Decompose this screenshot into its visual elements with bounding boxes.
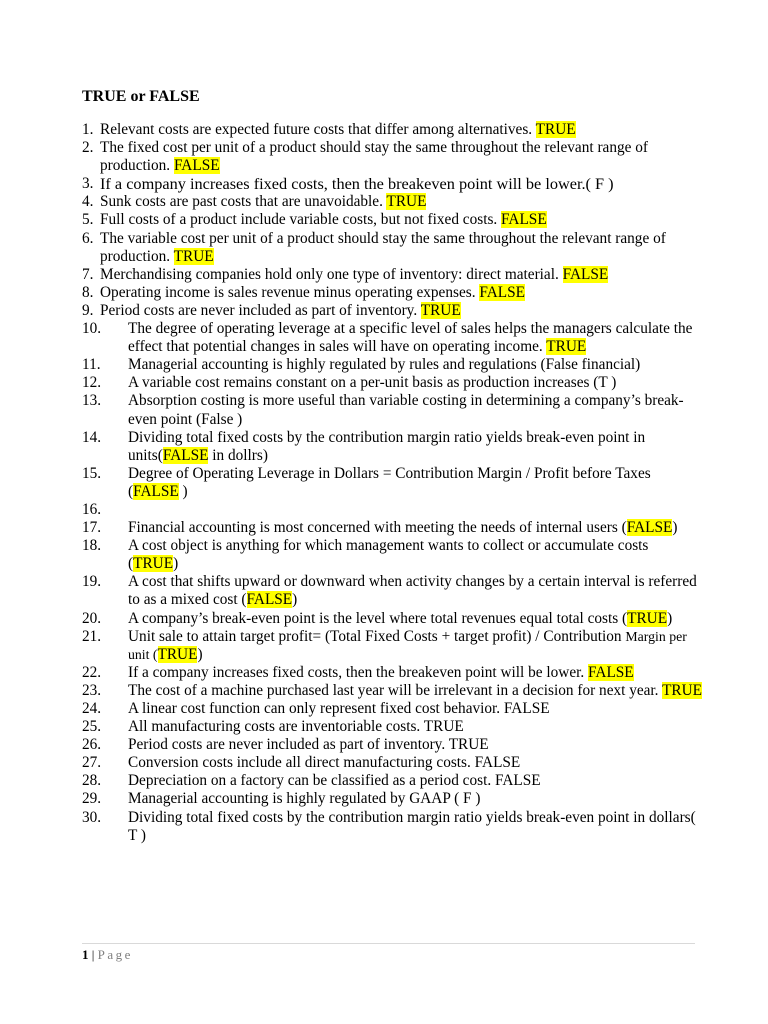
statement-text: Full costs of a product include variable costs, but not fixed costs. [100,211,502,229]
statement-text: Dividing total fixed costs by the contribution margin ratio yields break-even point in units( [128,428,646,464]
item-text [128,754,702,772]
item-text [128,809,702,845]
item-text [128,320,702,356]
list-item [82,682,702,700]
list-item [82,356,702,374]
item-number: 10. [82,320,102,338]
list-item [82,610,702,628]
statement-text: Period costs are never included as part of inventory. TRUE [128,736,489,754]
highlighted-answer: FALSE [246,591,293,609]
item-text [128,790,702,808]
highlighted-answer: TRUE [157,645,198,663]
highlighted-answer: TRUE [627,609,668,627]
statement-text: A cost object is anything for which management wants to collect or accumulate costs ( [128,537,649,573]
list-item [82,501,702,519]
item-text [128,374,702,392]
list-item [82,193,702,211]
item-text [128,519,702,537]
statement-text: A company’s break-even point is the level where total revenues equal total costs ( [128,609,628,627]
statement-text: A cost that shifts upward or downward when activity changes by a certain interval is referred to as a mixed cost ( [128,573,697,609]
footer-divider [82,943,695,944]
statement-text: Absorption costing is more useful than variable costing in determining a company’s break-even point (False ) [128,392,684,428]
item-text [100,121,702,139]
page-number: 1 [82,947,89,962]
item-number: 18. [82,537,102,555]
list-item [82,754,702,772]
item-text [128,501,702,519]
list-item [82,664,702,682]
statement-text: Relevant costs are expected future costs that differ among alternatives. [100,121,536,138]
statement-tail: ) [292,591,298,609]
statement-text: Depreciation on a factory can be classified as a period cost. FALSE [128,772,541,790]
list-item [82,809,702,845]
item-text [128,537,702,573]
list-item [82,573,702,609]
list-item [82,139,702,175]
item-text [100,230,702,266]
statement-text: Unit sale to attain target profit= (Total Fixed Costs + target profit) / Contribution [128,627,626,645]
question-list [82,121,702,845]
highlighted-answer: FALSE [479,283,525,301]
item-text [128,573,702,609]
statement-text: Managerial accounting is highly regulated by GAAP ( F ) [128,790,481,808]
item-number: 1. [82,121,94,138]
list-item [82,121,702,139]
item-text [128,664,702,682]
item-text [128,465,702,501]
item-text [128,429,702,465]
item-number: 23. [82,681,102,699]
item-text [100,266,702,284]
item-text [128,356,702,374]
list-item [82,429,702,465]
item-number: 9. [82,301,94,319]
item-number: 2. [82,139,94,157]
page-word: Page [97,947,133,962]
item-text [128,772,702,790]
item-number: 11. [82,356,101,374]
item-text [128,610,702,628]
list-item [82,374,702,392]
list-item [82,718,702,736]
item-number: 25. [82,718,102,736]
list-item [82,284,702,302]
highlighted-answer: TRUE [662,681,703,699]
item-text [100,139,702,175]
statement-tail: ) [672,519,678,537]
item-number: 21. [82,627,102,645]
statement-text: All manufacturing costs are inventoriable costs. TRUE [128,718,464,736]
statement-text: If a company increases fixed costs, then the breakeven point will be lower. [128,663,589,681]
item-text [128,736,702,754]
item-text [100,193,702,211]
item-number: 3. [82,175,94,193]
statement-text: The degree of operating leverage at a specific level of sales helps the managers calculate the effect that potential changes in sales will have on operating income. [128,320,693,356]
item-number: 15. [82,464,102,482]
highlighted-answer: TRUE [133,555,174,573]
list-item [82,537,702,573]
item-number: 16. [82,500,102,518]
page-footer [82,947,133,963]
item-text [128,628,702,664]
statement-text: Financial accounting is most concerned with meeting the needs of internal users ( [128,519,627,537]
statement-text: Sunk costs are past costs that are unavoidable. [100,193,387,211]
page-title: TRUE or FALSE [82,88,200,105]
item-number: 7. [82,265,94,283]
highlighted-answer: FALSE [588,663,634,681]
item-text [128,700,702,718]
item-number: 27. [82,754,102,772]
statement-text: If a company increases fixed costs, then the breakeven point will be lower.( F ) [100,174,614,194]
statement-text: Degree of Operating Leverage in Dollars = Contribution Margin / Profit before Taxes ( [128,464,651,500]
list-item [82,790,702,808]
highlighted-answer: TRUE [420,301,461,319]
item-text [100,175,702,193]
item-text [100,302,702,320]
item-text [128,392,702,428]
item-number: 19. [82,573,102,591]
list-item [82,302,702,320]
statement-tail: ) [197,645,203,663]
highlighted-answer: FALSE [173,157,220,175]
list-item [82,266,702,284]
statement-text: Managerial accounting is highly regulated by rules and regulations (False financial) [128,356,641,374]
highlighted-answer: FALSE [162,446,209,464]
list-item [82,772,702,790]
list-item [82,465,702,501]
highlighted-answer: FALSE [562,265,609,283]
statement-text: The variable cost per unit of a product should stay the same throughout the relevant range of production. [100,229,666,265]
statement-tail: ) [178,482,188,500]
item-number: 12. [82,374,102,392]
list-item [82,230,702,266]
statement-text: A linear cost function can only represent fixed cost behavior. FALSE [128,700,550,717]
highlighted-answer: TRUE [173,247,214,265]
item-text [100,284,702,302]
highlighted-answer: FALSE [133,482,179,500]
statement-text: Dividing total fixed costs by the contribution margin ratio yields break-even point in dollars( T ) [128,808,696,844]
statement-tail: in dollrs) [208,446,268,464]
highlighted-answer: FALSE [501,211,547,229]
item-number: 24. [82,700,102,717]
item-number: 4. [82,193,94,211]
list-item [82,175,702,193]
statement-text: The fixed cost per unit of a product should stay the same throughout the relevant range of production. [100,139,648,175]
item-number: 22. [82,663,102,681]
statement-text: Conversion costs include all direct manufacturing costs. FALSE [128,754,521,772]
item-number: 14. [82,428,102,446]
item-number: 30. [82,808,102,826]
statement-text: Merchandising companies hold only one type of inventory: direct material. [100,265,563,283]
statement-text-small: Margin per unit ( [128,628,687,662]
item-text [100,211,702,229]
item-number: 29. [82,790,102,808]
statement-text: The cost of a machine purchased last year will be irrelevant in a decision for next year. [128,681,663,699]
statement-tail: ) [667,609,673,627]
statement-text: Period costs are never included as part of inventory. [100,301,421,319]
item-number: 8. [82,283,94,301]
item-number: 26. [82,736,102,754]
item-text [128,682,702,700]
list-item [82,392,702,428]
item-text [128,718,702,736]
item-number: 5. [82,211,94,229]
statement-text: A variable cost remains constant on a per-unit basis as production increases (T ) [128,374,617,392]
footer-separator: | [88,947,98,962]
list-item [82,211,702,229]
list-item [82,700,702,718]
list-item [82,320,702,356]
highlighted-answer: TRUE [546,338,587,356]
statement-text: Operating income is sales revenue minus operating expenses. [100,283,480,301]
highlighted-answer: TRUE [386,193,427,211]
list-item [82,628,702,664]
item-number: 20. [82,609,102,627]
highlighted-answer: TRUE [535,121,576,138]
item-number: 13. [82,392,102,410]
highlighted-answer: FALSE [626,519,673,537]
item-number: 28. [82,772,102,790]
statement-tail: ) [173,555,179,573]
item-number: 6. [82,229,94,247]
item-number: 17. [82,519,102,537]
list-item [82,519,702,537]
list-item [82,736,702,754]
